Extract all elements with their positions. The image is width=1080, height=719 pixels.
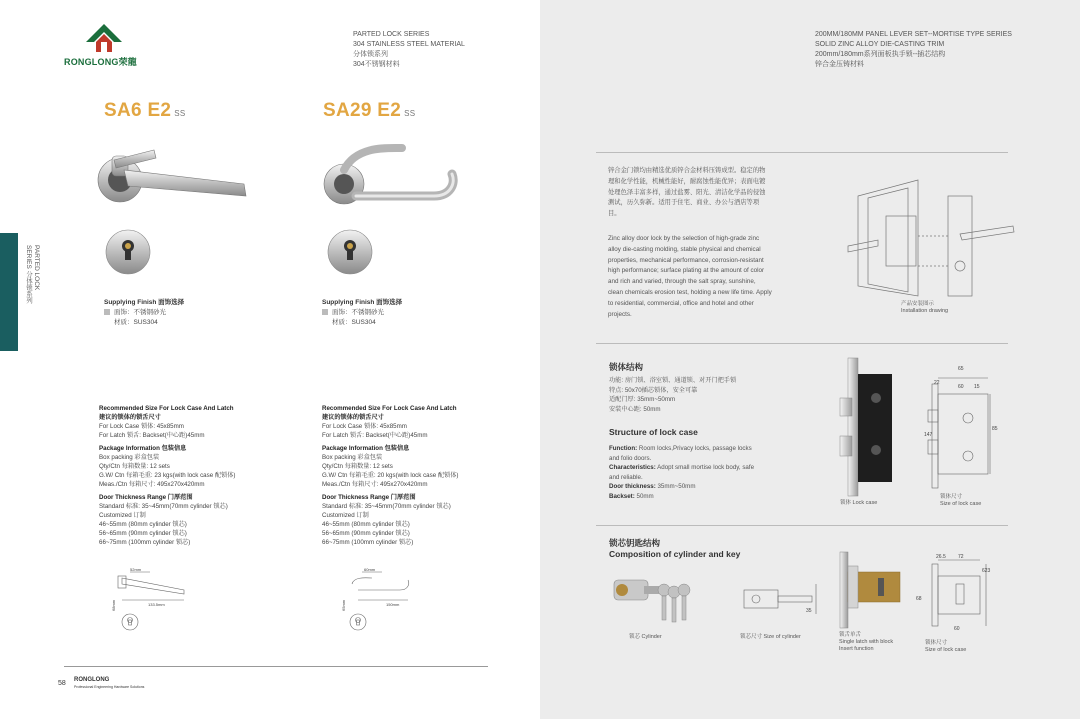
cylinder-size-drawing <box>736 580 822 620</box>
lock-case-caption: 锁体 Lock case <box>840 500 878 506</box>
product-model-sa6: SA6 E2 SS <box>104 100 186 121</box>
intro-en: Zinc alloy door lock by the selection of high-grade zinc alloy die-casting molding, stable physical and chemical properties, mechanical performance, corrosion-resistant high performance; surface plating at the amount of color and rich and varied, through the salt spray, sunshine, clean chemicals erosion test, holding a new life time. Apply to residential, commercial, office and hotel and other projects. <box>608 235 772 318</box>
dim-a: 65 <box>958 366 964 372</box>
lock-case-title-en: Structure of lock case <box>609 427 698 437</box>
latch-caption: 锁舌单舌 Single latch with block Insert function <box>839 632 894 652</box>
lock-size-caption: 锁体尺寸 Size of lock case <box>940 494 982 507</box>
latch-size-caption: 锁体尺寸 Size of lock case <box>925 640 967 653</box>
dim-bottom-sa6: 133.5mm <box>148 602 165 607</box>
dim-top-sa29: 60mm <box>364 567 376 572</box>
section-side-tab <box>0 233 18 351</box>
finish-swatch <box>322 309 328 315</box>
dim-k: 60 <box>954 626 960 632</box>
cylinder-escutcheon-sa29-image <box>326 226 374 278</box>
lock-case-size-drawing <box>924 364 1004 498</box>
lock-case-title-cn: 锁体结构 <box>609 362 644 372</box>
ronglong-logo-icon <box>84 22 124 54</box>
installation-drawing <box>838 176 1018 302</box>
dim-i: 72 <box>958 554 964 560</box>
lock-case-info-cn: 功能: 房门锁、浴室锁、通道锁、对开门把手锁 特点: 50x70插芯锁体，安全可靠 适配门厚: 35mm~50mm 安装中心距: 50mm <box>609 377 737 413</box>
page-number: 58 <box>58 680 66 687</box>
brand-logo <box>64 22 154 68</box>
lock-case-image <box>838 356 894 498</box>
dim-l: 623 <box>982 568 991 574</box>
latch-size-drawing <box>916 550 996 640</box>
dim-g: 35 <box>806 608 812 614</box>
dim-e: 147 <box>924 432 933 438</box>
finish-swatch <box>104 309 110 315</box>
lever-handle-sa29-image <box>316 140 466 216</box>
dim-c: 60 <box>958 384 964 390</box>
lever-handle-sa6-image <box>94 140 254 208</box>
product-model-sa29: SA29 E2 SS <box>323 100 416 121</box>
cylinder-title-en: Composition of cylinder and key <box>609 549 741 559</box>
cylinder-size-caption: 锁芯尺寸 Size of cylinder <box>740 634 801 640</box>
section-side-label: PARTED LOCK SERIES 分体锁系列 <box>25 245 40 304</box>
footer-brand: RONGLONG Professional Engineering Hardware Solutions <box>74 677 145 689</box>
dim-d: 15 <box>974 384 980 390</box>
dim-side-sa6: 68mm <box>111 599 116 611</box>
right-header: 200MM/180MM PANEL LEVER SET--MORTISE TYPE SERIES SOLID ZINC ALLOY DIE-CASTING TRIM 200mm/180mm系列面板执手锁--插芯结构 锌合金压铸材料 <box>815 31 1012 68</box>
spec-sa29: Recommended Size For Lock Case And Latch 建议的锁体的锁舌尺寸 For Lock Case 锁体: 45x85mm For Latch 锁舌: Backset(中心距)45mm Package Information 包装信息 Box packing 彩盒包装 Qty/Ctn 每箱数量: 12 sets G.W/ Ctn 每箱毛重: 20 kgs(with lock case 配锁体) Meas./Ctn 每箱尺寸: 495x270x420mm Door Thickness Range 门厚范围 Standard 标准: 35~45mm(70mm cylinder 锁芯) Customized 订制 46~55mm (80mm cylinder 锁芯) 56~65mm (90mm cylinder 锁芯) 66~75mm (100mm cylinder 锁芯) <box>322 405 459 546</box>
right-divider-bottom <box>596 525 1008 526</box>
finish-sa29: Supplying Finish 面饰选择 面饰：不锈钢砂光 材质：SUS304 <box>322 299 403 326</box>
right-divider-mid <box>596 343 1008 344</box>
dim-bottom-sa29: 150mm <box>386 602 400 607</box>
cylinder-title-cn: 锁芯钥匙结构 <box>609 538 661 548</box>
left-header: PARTED LOCK SERIES 304 STAINLESS STEEL MATERIAL 分体锁系列 304不锈钢材料 <box>353 31 465 68</box>
lock-case-info-en: Function: Room locks,Privacy locks, passage locks and folio doors. Characteristics: Adopt small mortise lock body, safe and reliable. Door thickness: 35mm~50mm Backset: 50mm <box>609 445 755 500</box>
logo-text: RONGLONG荣龍 <box>64 57 137 67</box>
dimension-drawing-sa6 <box>104 566 194 632</box>
dimension-drawing-sa29 <box>328 566 418 632</box>
single-latch-image <box>838 548 902 632</box>
finish-sa6: Supplying Finish 面饰选择 面饰：不锈钢砂光 材质：SUS304 <box>104 299 185 326</box>
cylinder-escutcheon-sa6-image <box>104 226 152 278</box>
footer-divider <box>64 666 488 667</box>
dim-b: 22 <box>934 380 940 386</box>
intro-cn: 锌合金门锁均由精选优质锌合金材料压铸成型。稳定的物理和化学性能，机械性能好，耐腐蚀性能优异；表面电镀处理色泽丰富多样，通过盐雾、阳光、清洁化学品的侵蚀测试，历久弥新。适用于住宅、商业、办公与酒店等项目。 <box>608 167 766 218</box>
right-divider-top <box>596 152 1008 153</box>
cylinder-caption: 锁芯 Cylinder <box>629 634 662 640</box>
spec-sa6: Recommended Size For Lock Case And Latch 建议的锁体的锁舌尺寸 For Lock Case 锁体: 45x85mm For Latch 锁舌: Backset(中心距)45mm Package Information 包装信息 Box packing 彩盒包装 Qty/Ctn 每箱数量: 12 sets G.W/ Ctn 每箱毛重: 23 kgs(with lock case 配锁体) Meas./Ctn 每箱尺寸: 495x270x420mm Door Thickness Range 门厚范围 Standard 标准: 35~45mm(70mm cylinder 锁芯) Customized 订制 46~55mm (80mm cylinder 锁芯) 56~65mm (90mm cylinder 锁芯) 66~75mm (100mm cylinder 锁芯) <box>99 405 236 546</box>
dim-h: 26.5 <box>936 554 946 560</box>
dim-top-sa6: 52mm <box>130 567 142 572</box>
cylinder-and-keys-image <box>608 566 704 628</box>
dim-side-sa29: 65mm <box>341 599 346 611</box>
install-caption: 产品安装图示 Installation drawing <box>901 301 949 314</box>
dim-f: 85 <box>992 426 998 432</box>
dim-j: 68 <box>916 596 922 602</box>
